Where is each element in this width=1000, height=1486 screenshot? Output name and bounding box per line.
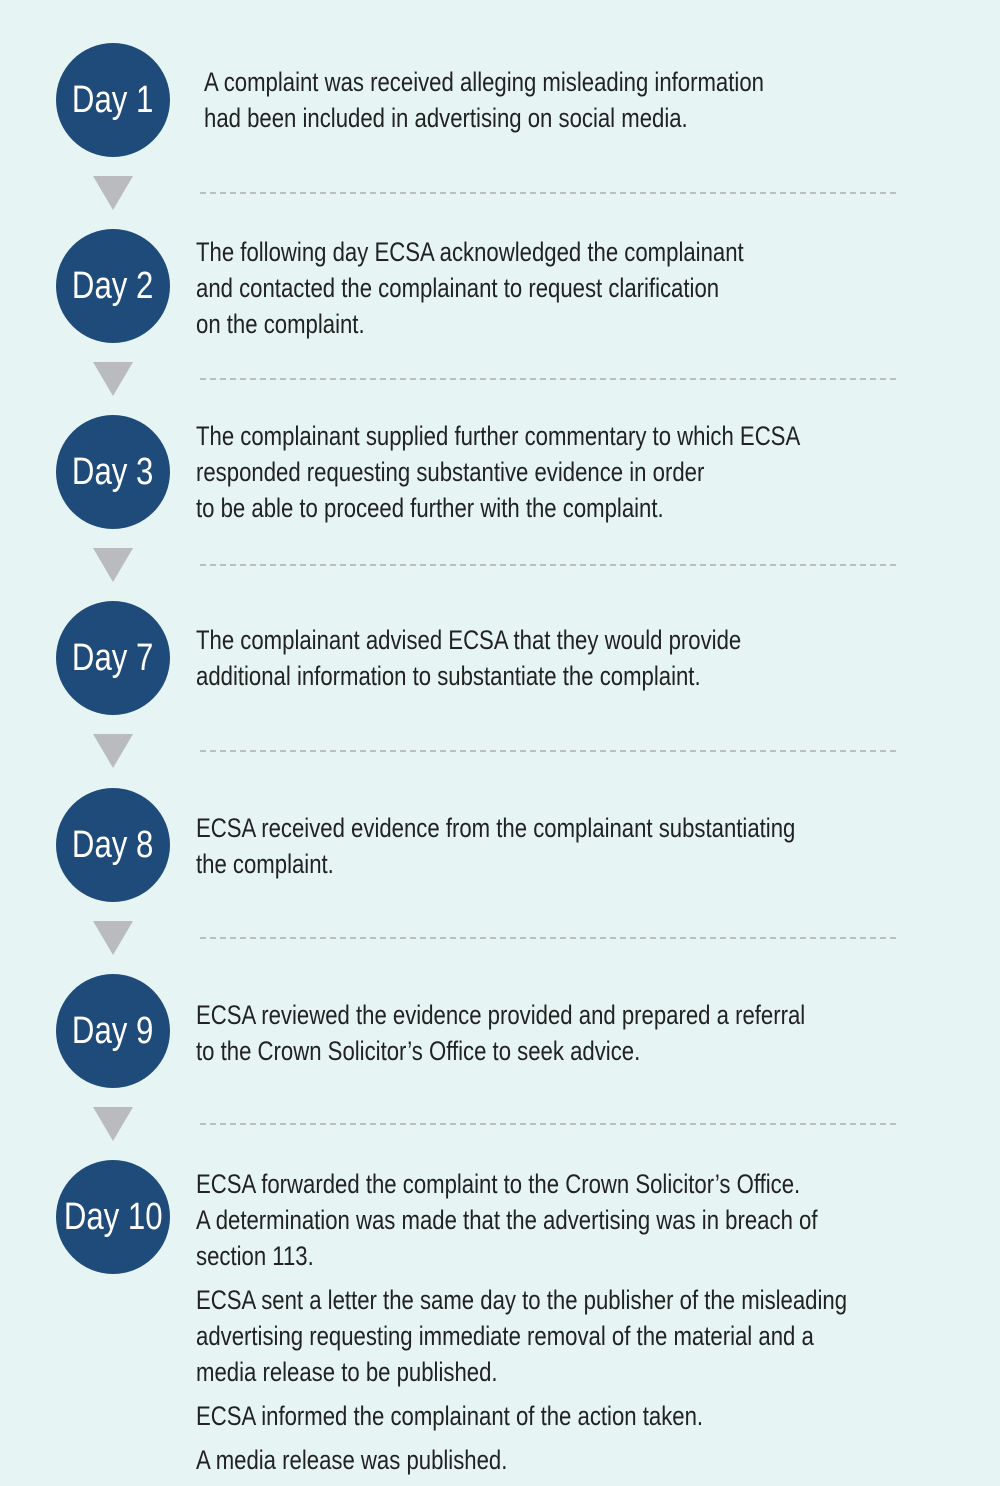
text-line: ECSA reviewed the evidence provided and prepared a referral — [196, 1000, 806, 1030]
text-line: additional information to substantiate the complaint. — [196, 661, 701, 691]
step-description — [196, 622, 861, 702]
arrow-down-icon — [93, 734, 133, 768]
text-line: ECSA sent a letter the same day to the publisher of the misleading — [196, 1285, 848, 1315]
text-line: The complainant supplied further commentary to which ECSA — [196, 421, 801, 451]
day-label: Day 8 — [72, 823, 154, 866]
day-label: Day 9 — [72, 1009, 154, 1052]
text-line: ECSA received evidence from the complainant substantiating — [196, 813, 796, 843]
divider — [200, 750, 896, 752]
step-description — [196, 997, 939, 1077]
divider — [200, 378, 896, 380]
paragraph — [196, 1442, 990, 1478]
divider — [200, 192, 896, 194]
paragraph — [196, 622, 861, 694]
text-line: A media release was published. — [196, 1445, 508, 1475]
arrow-down-icon — [93, 548, 133, 582]
text-line: had been included in advertising on social media. — [204, 103, 688, 133]
step-description — [204, 64, 887, 144]
day-label: Day 1 — [72, 78, 154, 121]
paragraph — [204, 64, 887, 136]
day-label: Day 2 — [72, 264, 154, 307]
day-badge — [56, 601, 170, 715]
divider — [200, 1123, 896, 1125]
step-description — [196, 418, 933, 534]
arrow-down-icon — [93, 362, 133, 396]
step-description — [196, 1166, 990, 1486]
day-badge — [56, 415, 170, 529]
paragraph — [196, 1166, 990, 1274]
text-line: A determination was made that the advertising was in breach of — [196, 1205, 818, 1235]
paragraph — [196, 234, 864, 342]
paragraph — [196, 997, 939, 1069]
paragraph — [196, 810, 927, 882]
text-line: section 113. — [196, 1241, 314, 1271]
paragraph — [196, 1398, 990, 1434]
text-line: and contacted the complainant to request clarification — [196, 273, 720, 303]
text-line: advertising requesting immediate removal of the material and a — [196, 1321, 814, 1351]
day-label: Day 3 — [72, 450, 154, 493]
arrow-down-icon — [93, 176, 133, 210]
arrow-down-icon — [93, 1107, 133, 1141]
day-badge — [56, 974, 170, 1088]
day-badge — [56, 43, 170, 157]
paragraph — [196, 418, 933, 526]
text-line: responded requesting substantive evidence in order — [196, 457, 705, 487]
text-line: A complaint was received alleging misleading information — [204, 67, 764, 97]
day-badge — [56, 1160, 170, 1274]
text-line: to the Crown Solicitor’s Office to seek advice. — [196, 1036, 641, 1066]
arrow-down-icon — [93, 921, 133, 955]
text-line: ECSA informed the complainant of the action taken. — [196, 1401, 704, 1431]
day-badge — [56, 788, 170, 902]
divider — [200, 937, 896, 939]
day-label: Day 7 — [72, 636, 154, 679]
text-line: the complaint. — [196, 849, 334, 879]
text-line: on the complaint. — [196, 309, 365, 339]
text-line: The following day ECSA acknowledged the complainant — [196, 237, 744, 267]
text-line: to be able to proceed further with the complaint. — [196, 493, 664, 523]
step-description — [196, 234, 864, 350]
text-line: media release to be published. — [196, 1357, 498, 1387]
paragraph — [196, 1282, 990, 1390]
step-description — [196, 810, 927, 890]
divider — [200, 564, 896, 566]
day-label: Day 10 — [63, 1195, 163, 1238]
day-badge — [56, 229, 170, 343]
text-line: The complainant advised ECSA that they would provide — [196, 625, 742, 655]
text-line: ECSA forwarded the complaint to the Crown Solicitor’s Office. — [196, 1169, 801, 1199]
